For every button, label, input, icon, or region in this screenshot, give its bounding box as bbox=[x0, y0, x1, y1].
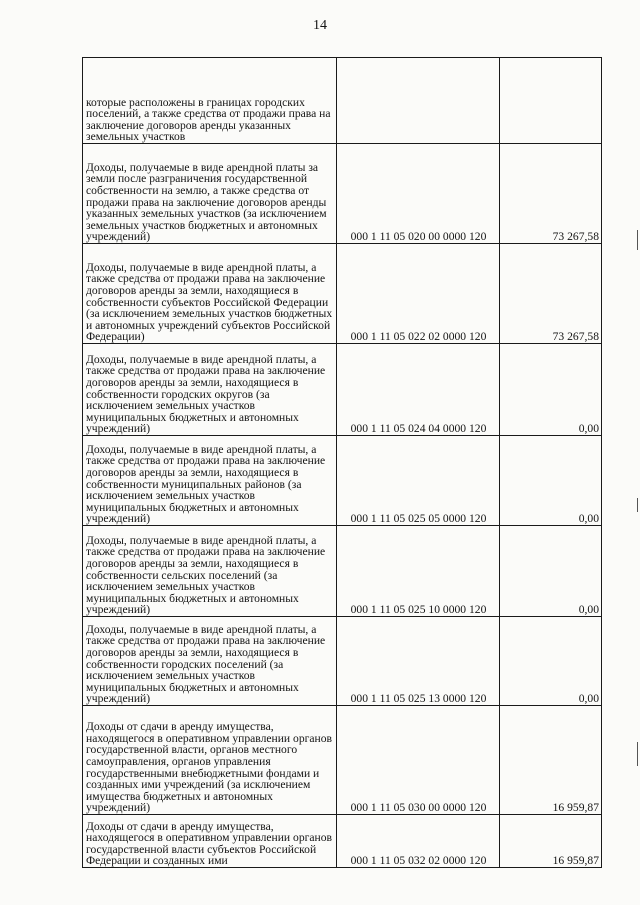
revenue-name: Доходы, получаемые в виде арендной платы за земли после разграничения государственной собственности на землю, а также средства от продажи права на заключение договоров аренды указанных земельных участков (за исключением земельных участков бюджетных и автономных учреждений) bbox=[83, 144, 337, 244]
scan-edge-mark bbox=[637, 230, 638, 250]
revenue-name: Доходы, получаемые в виде арендной платы, а также средства от продажи права на заключение договоров аренды за земли, находящиеся в собственности городских поселений (за исключением земельных участков муниципальных бюджетных и автономных учреждений) bbox=[83, 617, 337, 706]
table-row bbox=[83, 436, 602, 526]
table-row bbox=[83, 244, 602, 344]
page-number: 14 bbox=[313, 18, 327, 33]
revenue-name: Доходы, получаемые в виде арендной платы, а также средства от продажи права на заключение договоров аренды за земли, находящиеся в собственности субъектов Российской Федерации (за исключением земельных участков бюджетных и автономных учреждений субъектов Российской Федерации) bbox=[83, 244, 337, 344]
table-row bbox=[83, 617, 602, 706]
revenue-amount: 0,00 bbox=[500, 617, 602, 706]
revenue-amount: 73 267,58 bbox=[500, 244, 602, 344]
revenue-name: Доходы, получаемые в виде арендной платы, а также средства от продажи права на заключение договоров аренды за земли, находящиеся в собственности сельских поселений (за исключением земельных участков муниципальных бюджетных и автономных учреждений) bbox=[83, 526, 337, 617]
revenue-amount: 16 959,87 bbox=[500, 815, 602, 868]
table-row bbox=[83, 526, 602, 617]
revenue-name: Доходы, получаемые в виде арендной платы, а также средства от продажи права на заключение договоров аренды за земли, находящиеся в собственности муниципальных районов (за исключением земельных участков муниципальных бюджетных и автономных учреждений) bbox=[83, 436, 337, 526]
budget-code bbox=[337, 58, 500, 144]
table-row bbox=[83, 706, 602, 815]
budget-code: 000 1 11 05 022 02 0000 120 bbox=[337, 244, 500, 344]
revenue-amount: 0,00 bbox=[500, 436, 602, 526]
revenue-table bbox=[82, 57, 602, 868]
budget-code: 000 1 11 05 020 00 0000 120 bbox=[337, 144, 500, 244]
table-row bbox=[83, 144, 602, 244]
budget-code: 000 1 11 05 025 13 0000 120 bbox=[337, 617, 500, 706]
table-row bbox=[83, 815, 602, 868]
revenue-amount: 0,00 bbox=[500, 526, 602, 617]
revenue-name: которые расположены в границах городских поселений, а также средства от продажи права на заключение договоров аренды указанных земельных участков bbox=[83, 58, 337, 144]
revenue-name: Доходы, получаемые в виде арендной платы, а также средства от продажи права на заключение договоров аренды за земли, находящиеся в собственности городских округов (за исключением земельных участков муниципальных бюджетных и автономных учреждений) bbox=[83, 344, 337, 436]
budget-code: 000 1 11 05 032 02 0000 120 bbox=[337, 815, 500, 868]
revenue-amount bbox=[500, 58, 602, 144]
scan-edge-mark bbox=[637, 498, 638, 512]
revenue-amount: 16 959,87 bbox=[500, 706, 602, 815]
revenue-name: Доходы от сдачи в аренду имущества, находящегося в оперативном управлении органов государственной власти, органов местного самоуправления, органов управления государственными внебюджетными фондами и созданных ими учреждений (за исключением имущества бюджетных и автономных учреждений) bbox=[83, 706, 337, 815]
revenue-name: Доходы от сдачи в аренду имущества, находящегося в оперативном управлении органов государственной власти субъектов Российской Федерации и созданных ими bbox=[83, 815, 337, 868]
revenue-amount: 73 267,58 bbox=[500, 144, 602, 244]
scan-edge-mark bbox=[637, 742, 638, 766]
budget-code: 000 1 11 05 024 04 0000 120 bbox=[337, 344, 500, 436]
budget-code: 000 1 11 05 025 05 0000 120 bbox=[337, 436, 500, 526]
table-row bbox=[83, 58, 602, 144]
revenue-amount: 0,00 bbox=[500, 344, 602, 436]
budget-code: 000 1 11 05 030 00 0000 120 bbox=[337, 706, 500, 815]
budget-code: 000 1 11 05 025 10 0000 120 bbox=[337, 526, 500, 617]
table-row bbox=[83, 344, 602, 436]
